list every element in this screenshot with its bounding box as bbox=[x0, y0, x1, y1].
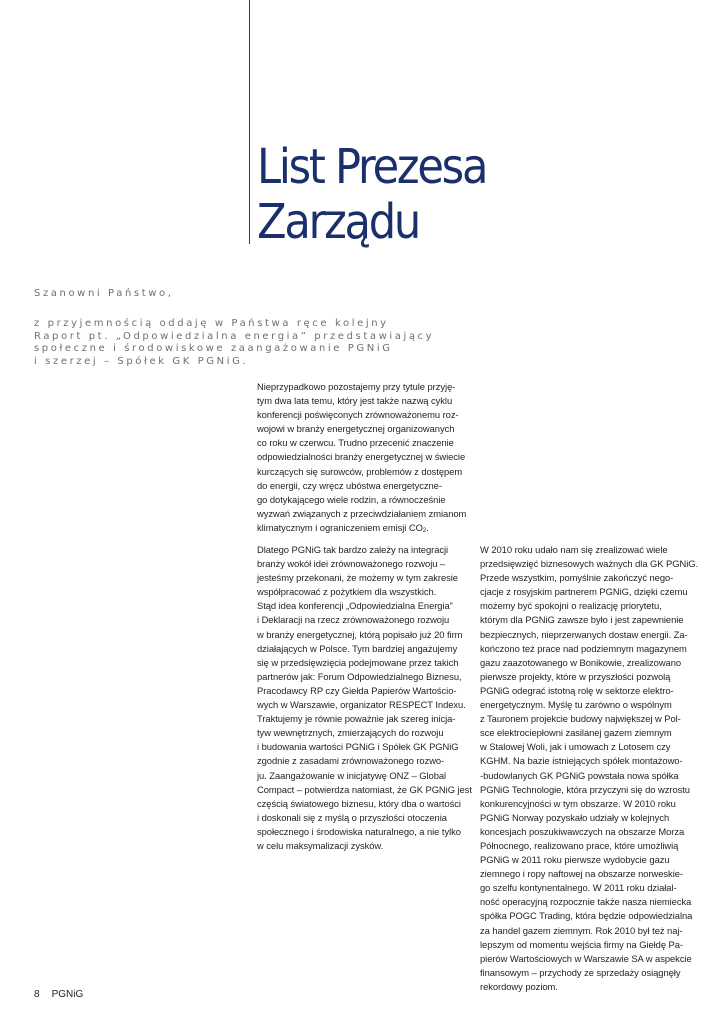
footer-brand: PGNiG bbox=[51, 989, 84, 1000]
text-line: zgodnie z zasadami zrównoważonego rozwo- bbox=[257, 755, 445, 767]
intro-line: społeczne i środowiskowe zaangażowanie PGNiG bbox=[34, 343, 393, 355]
text-line: wyzwań związanych z przeciwdziałaniem zmianom bbox=[257, 507, 467, 519]
text-line: Przede wszystkim, pomyślnie zakończyć nego- bbox=[480, 572, 674, 584]
text-line: gazu zaazotowanego w Bonikowie, zrealizowano bbox=[480, 656, 682, 668]
text-line: i doskonali się z myślą o przyszłości otoczenia bbox=[257, 811, 447, 823]
text-line: z Tauronem projekcie budowy największej w Pol- bbox=[480, 713, 681, 725]
text-line: energetycznym. Myślę tu zarówno o wspólnym bbox=[480, 699, 672, 711]
text-line: bezpiecznych, nieprzerwanych dostaw energii. Za- bbox=[480, 628, 688, 640]
text-line: współpracować z pożytkiem dla wszystkich. bbox=[257, 586, 437, 598]
text-line: PGNiG Technologie, która przyczyni się do wzrostu bbox=[480, 783, 690, 795]
page-footer bbox=[34, 989, 95, 1000]
text-line: pierwsze projekty, które w przyszłości pozwolą bbox=[480, 670, 671, 682]
text-fragment: klimatycznym i ograniczeniem emisji CO bbox=[257, 521, 423, 533]
text-line: do energii, czy wręcz ubóstwa energetyczne- bbox=[257, 479, 442, 491]
text-line: rekordowy poziom. bbox=[480, 980, 558, 992]
text-line: tym dwa lata temu, który jest także nazwą cyklu bbox=[257, 395, 453, 407]
text-line: PGNiG w 2011 roku pierwsze wydobycie gazu bbox=[480, 854, 670, 866]
text-line: możemy być spokojni o realizację priorytetu, bbox=[480, 600, 662, 612]
text-line: Północnego, realizowano prace, które umożliwią bbox=[480, 839, 679, 851]
body-paragraph-1 bbox=[257, 380, 479, 535]
text-line: odpowiedzialności branży energetycznej w świecie bbox=[257, 451, 466, 463]
greeting: Szanowni Państwo, bbox=[34, 288, 174, 299]
text-line: PGNiG Norway pozyskało udziały w kolejnych bbox=[480, 811, 670, 823]
text-line: kurczących się surowców, problemów z dostępem bbox=[257, 465, 463, 477]
text-line: się w przedsięwzięcia podejmowane przez takich bbox=[257, 656, 459, 668]
text-punctuation: . bbox=[426, 521, 429, 533]
text-line: społecznego i środowiska naturalnego, a nie tylko bbox=[257, 825, 461, 837]
text-line: Dlatego PGNiG tak bardzo zależy na integracji bbox=[257, 544, 449, 555]
text-line: ność operacyjną rozpocznie także nasza niemiecka bbox=[480, 896, 692, 908]
text-line: kończono też prace nad podziemnym magazynem bbox=[480, 642, 687, 654]
text-line: wojowi w branży energetycznej organizowanych bbox=[257, 423, 455, 435]
intro-line: Raport pt. „Odpowiedzialna energia” przedstawiający bbox=[34, 330, 435, 342]
intro-lead bbox=[34, 288, 454, 368]
text-line: PGNiG odegrać istotną rolę w sektorze elektro- bbox=[480, 684, 674, 696]
text-line: za handel gazem ziemnym. Rok 2010 był też naj- bbox=[480, 924, 683, 936]
text-line: i Deklaracji na rzecz zrównoważonego rozwoju bbox=[257, 614, 450, 626]
text-line: ju. Zaangażowanie w inicjatywę ONZ – Global bbox=[257, 769, 447, 781]
text-line: lepszym od momentu wejścia firmy na Giełdę Pa- bbox=[480, 938, 683, 950]
text-line: w Stalowej Woli, jak i umowach z Lotosem czy bbox=[480, 741, 671, 753]
text-line: KGHM. Na bazie istniejących spółek montażowo- bbox=[480, 755, 683, 767]
text-line: -budowlanych GK PGNiG powstała nowa spółka bbox=[480, 769, 679, 781]
intro-line: i szerzej – Spółek GK PGNiG. bbox=[34, 355, 249, 367]
intro-line: z przyjemnością oddaję w Państwa ręce kolejny bbox=[34, 318, 389, 330]
text-line: go dotykającego wiele rodzin, a równocześnie bbox=[257, 493, 446, 505]
text-line: pierów Wartościowych w Warszawie SA w aspekcie bbox=[480, 952, 692, 964]
text-line: i budowania wartości PGNiG i Spółek GK PGNiG bbox=[257, 741, 459, 753]
text-line: co roku w czerwcu. Trudno przecenić znaczenie bbox=[257, 437, 454, 449]
text-line: w celu maksymalizacji zysków. bbox=[257, 839, 384, 851]
text-line: finansowym – przychody ze sprzedaży osiągnęły bbox=[480, 966, 681, 978]
text-line: spółka POGC Trading, która będzie odpowiedzialna bbox=[480, 910, 693, 922]
text-line: jesteśmy przekonani, że możemy w tym zakresie bbox=[257, 572, 458, 584]
text-line: częścią światowego biznesu, który dba o wartości bbox=[257, 797, 461, 809]
text-line: w branży energetycznej, którą popisało już 20 firm bbox=[257, 628, 463, 640]
text-line: W 2010 roku udało nam się zrealizować wiele bbox=[480, 544, 668, 555]
text-line: Pracodawcy RP czy Giełda Papierów Wartościo- bbox=[257, 684, 457, 696]
text-line: przedsięwzięć biznesowych ważnych dla GK PGNiG. bbox=[480, 558, 699, 570]
body-paragraph-3 bbox=[480, 543, 702, 994]
text-line: wych w Warszawie, organizator RESPECT Indexu. bbox=[257, 699, 466, 711]
body-paragraph-2 bbox=[257, 543, 479, 853]
title-line-2: Zarządu bbox=[257, 194, 420, 250]
page-title bbox=[257, 140, 486, 250]
text-line: branży wokół idei zrównoważonego rozwoju – bbox=[257, 558, 446, 570]
text-line: konferencji poświęconych zrównoważonemu roz- bbox=[257, 409, 459, 421]
text-line: Compact – potwierdza natomiast, że GK PGNiG jest bbox=[257, 783, 472, 795]
title-line-1: List Prezesa bbox=[257, 139, 487, 195]
co2-subscript: 2 bbox=[422, 527, 427, 534]
text-line: konkurencyjności w tym obszarze. W 2010 roku bbox=[480, 797, 676, 809]
text-line: sce elektrociepłowni zasilanej gazem ziemnym bbox=[480, 727, 672, 739]
text-line: Nieprzypadkowo pozostajemy przy tytule przyję- bbox=[257, 381, 456, 392]
text-line: tyw wewnętrznych, zmierzających do rozwoju bbox=[257, 727, 444, 739]
text-line: działających w Polsce. Tym bardziej angażujemy bbox=[257, 642, 458, 654]
text-line: partnerów jak: Forum Odpowiedzialnego Biznesu, bbox=[257, 670, 462, 682]
text-line-last bbox=[257, 521, 479, 535]
text-line: Traktujemy je równie poważnie jak szereg inicja- bbox=[257, 713, 456, 725]
text-line: Stąd idea konferencji „Odpowiedzialna Energia” bbox=[257, 600, 453, 612]
text-line: którym dla PGNiG zawsze było i jest zapewnienie bbox=[480, 614, 684, 626]
text-line: koncesjach poszukiwawczych na obszarze Morza bbox=[480, 825, 685, 837]
text-line: cjacje z rosyjskim partnerem PGNiG, dzięki czemu bbox=[480, 586, 688, 598]
text-line: go szelfu kontynentalnego. W 2011 roku działal- bbox=[480, 882, 677, 894]
vertical-divider-line bbox=[249, 0, 250, 244]
text-line: ziemnego i ropy naftowej na obszarze norweskie- bbox=[480, 868, 683, 880]
page-number: 8 bbox=[34, 989, 40, 1000]
